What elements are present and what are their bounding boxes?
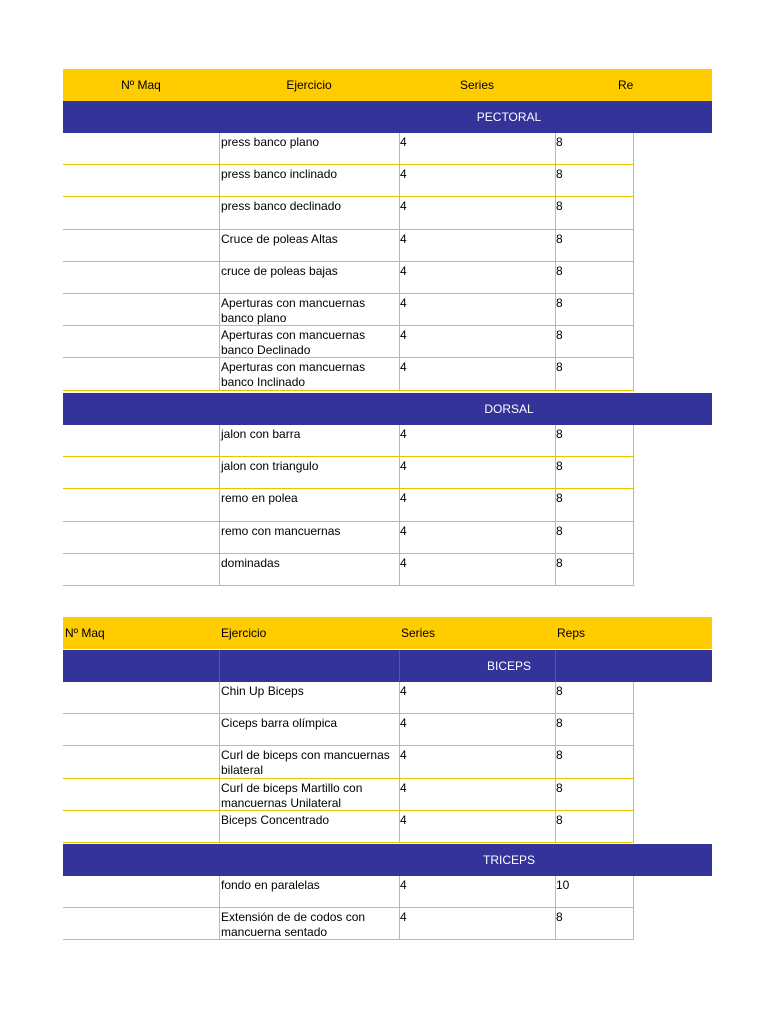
cell-reps: 8	[556, 748, 563, 763]
cell-series: 4	[400, 360, 407, 375]
cell-ejercicio: fondo en paralelas	[221, 878, 320, 892]
cell-series: 4	[400, 523, 407, 538]
section-title: TRICEPS	[482, 853, 535, 867]
table-header-2	[63, 617, 712, 649]
section-title: DORSAL	[484, 402, 534, 416]
cell-reps: 8	[556, 135, 563, 149]
cell-series: 4	[400, 167, 407, 182]
cell-ejercicio: Aperturas con mancuernas banco Declinado	[221, 328, 366, 358]
header-series: Series	[459, 78, 494, 92]
cell-series: 4	[400, 328, 407, 343]
header-reps: Re	[618, 78, 634, 92]
table-header-1	[63, 69, 712, 101]
cell-series: 4	[400, 427, 407, 441]
section-triceps	[63, 844, 712, 876]
header-maq: Nº Maq	[121, 78, 161, 92]
cell-reps: 8	[556, 555, 563, 570]
cell-series: 4	[400, 878, 407, 892]
cell-ejercicio: remo con mancuernas	[221, 523, 341, 538]
cell-ejercicio: remo en polea	[221, 491, 298, 506]
cell-reps: 8	[556, 459, 563, 474]
cell-series: 4	[400, 780, 407, 795]
cell-ejercicio: Ciceps barra olímpica	[221, 716, 338, 731]
cell-reps: 8	[556, 231, 563, 246]
cell-reps: 8	[556, 360, 563, 375]
section-title: PECTORAL	[476, 110, 542, 124]
cell-ejercicio: jalon con triangulo	[221, 459, 319, 474]
cell-ejercicio: Aperturas con mancuernas banco plano	[221, 296, 366, 325]
cell-ejercicio: Curl de biceps con mancuernas bilateral	[221, 748, 390, 778]
cell-ejercicio: press banco plano	[221, 135, 320, 149]
header-ejercicio: Ejercicio	[221, 626, 267, 640]
cell-reps: 10	[556, 878, 570, 892]
cell-series: 4	[400, 231, 407, 246]
cell-ejercicio: Curl de biceps Martillo con mancuernas Unilateral	[221, 780, 363, 810]
cell-ejercicio: cruce de poleas bajas	[221, 263, 338, 278]
cell-reps: 8	[556, 427, 563, 441]
cell-ejercicio: Aperturas con mancuernas banco Inclinado	[221, 360, 366, 390]
cell-series: 4	[400, 135, 407, 149]
cell-reps: 8	[556, 167, 563, 182]
section-pectoral	[63, 101, 712, 133]
cell-reps: 8	[556, 684, 563, 698]
header-series: Series	[401, 626, 436, 640]
cell-ejercicio: Extensión de de codos con mancuerna sentado	[221, 910, 366, 940]
cell-ejercicio: press banco inclinado	[221, 167, 338, 182]
cell-series: 4	[400, 199, 407, 214]
cell-ejercicio: Chin Up Biceps	[221, 684, 304, 698]
cell-reps: 8	[556, 910, 563, 925]
cell-reps: 8	[556, 199, 563, 214]
header-reps: Reps	[557, 626, 586, 640]
cell-reps: 8	[556, 263, 563, 278]
cell-reps: 8	[556, 812, 563, 827]
cell-series: 4	[400, 459, 407, 474]
cell-series: 4	[400, 748, 407, 763]
section-biceps	[63, 650, 712, 682]
cell-reps: 8	[556, 716, 563, 731]
cell-reps: 8	[556, 296, 563, 310]
cell-series: 4	[400, 910, 407, 925]
section-title: BICEPS	[486, 659, 531, 673]
cell-series: 4	[400, 491, 407, 506]
cell-series: 4	[400, 684, 407, 698]
header-maq: Nº Maq	[65, 626, 105, 640]
cell-reps: 8	[556, 491, 563, 506]
cell-reps: 8	[556, 780, 563, 795]
cell-series: 4	[400, 716, 407, 731]
cell-ejercicio: Cruce de poleas Altas	[221, 231, 338, 246]
cell-reps: 8	[556, 328, 563, 343]
cell-series: 4	[400, 555, 407, 570]
cell-ejercicio: jalon con barra	[221, 427, 301, 441]
header-ejercicio: Ejercicio	[286, 78, 332, 92]
cell-ejercicio: Biceps Concentrado	[221, 812, 330, 827]
cell-ejercicio: press banco declinado	[221, 199, 342, 214]
cell-reps: 8	[556, 523, 563, 538]
section-dorsal	[63, 393, 712, 425]
cell-ejercicio: dominadas	[221, 555, 280, 570]
cell-series: 4	[400, 812, 407, 827]
cell-series: 4	[400, 296, 407, 310]
cell-series: 4	[400, 263, 407, 278]
